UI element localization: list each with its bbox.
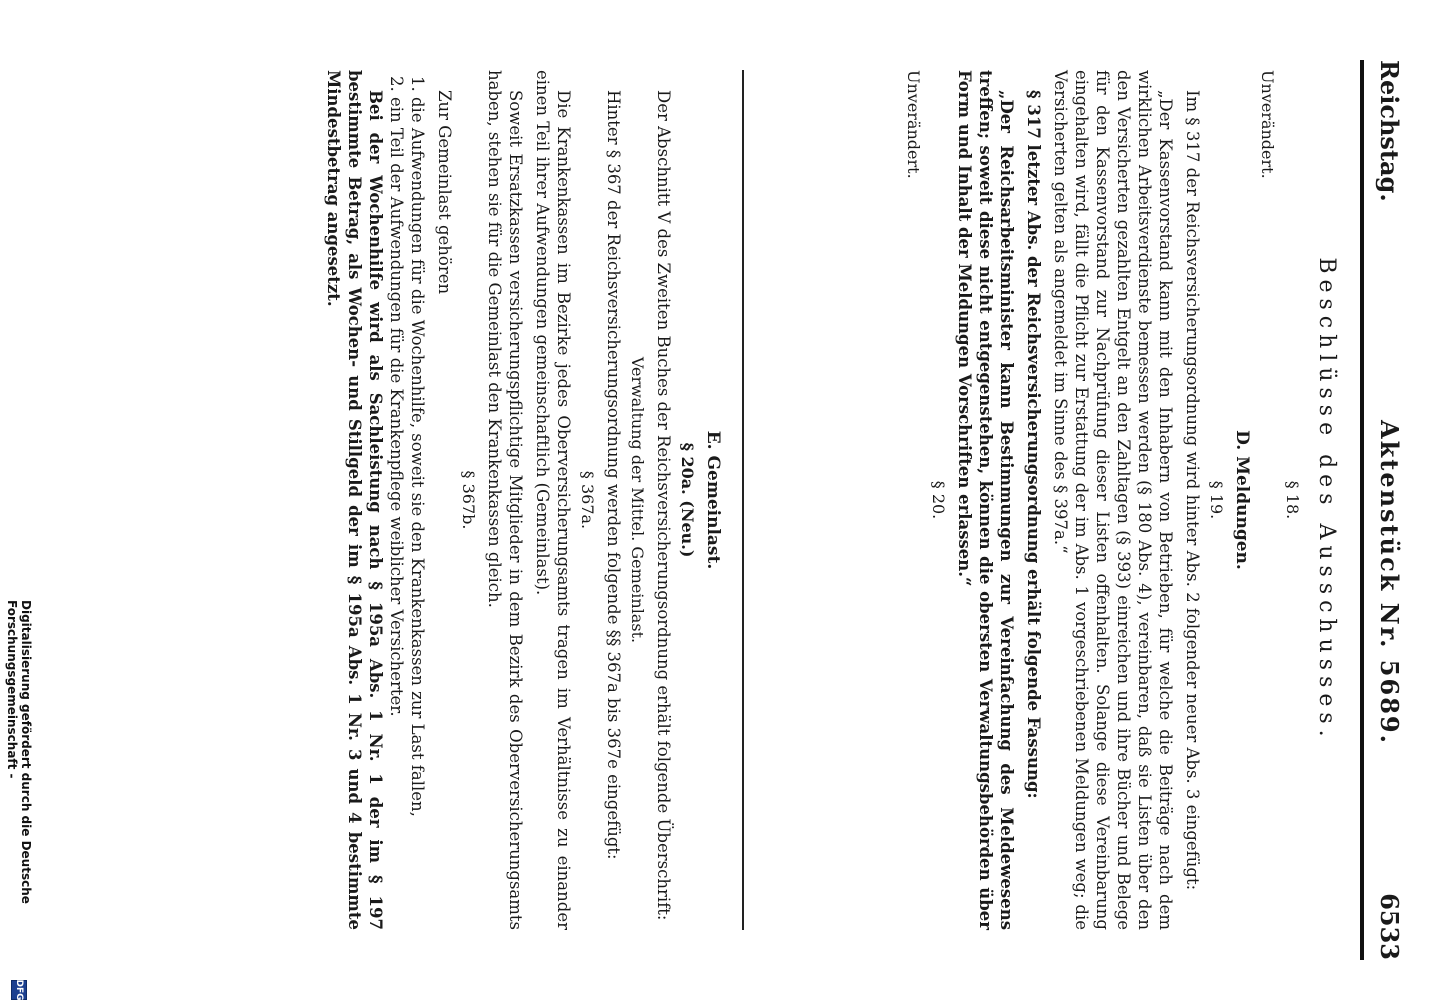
subheading-gemeinlast: E. Gemeinlast. (703, 430, 723, 570)
section-18-head: § 18. (1283, 480, 1302, 520)
page-header (1368, 60, 1404, 960)
section-317-quote: „Der Reichsarbeitsminister kann Bestimmungen zur Vereinfachung des Meldewesens treffen; soweit diese nicht entgegenstehen, können die obersten Verwaltungsbehörden über Form und Inhalt der Meldungen Vorschriften erlassen.“ (955, 70, 1016, 930)
section-20-text: Unverändert. (904, 70, 923, 179)
column-divider (742, 70, 744, 930)
digitization-credit (4, 600, 34, 1000)
section-19-quote: „Der Kassenvorstand kann mit den Inhabern von Betrieben, für welche die Beiträge nach dem wirklichen Arbeitsverdienste bemessen werden (§ 180 Abs. 4), vereinbaren, daß sie Listen über den den Versicherten gezahlten Entgelt an den Zahltagen (§ 393) einreichen und ihre Bücher und Belege für den Kassenvorstand zur Nachprüfung dieser Listen offenhalten. Solange diese Vereinbarung eingehalten wird, fällt die Pflicht zur Erstattung der im Abs. 1 vorgeschriebenen Meldungen weg; die Versicherten gelten als angemeldet im Sinne des § 397a.“ (1051, 70, 1175, 930)
column-beschluesse (754, 70, 1339, 930)
section-20a-head: § 20a. (Neu.) (678, 442, 697, 558)
header-center: Aktenstück Nr. 5689. (1375, 420, 1404, 745)
section-367a-head: § 367a. (578, 470, 597, 530)
section-317-text: § 317 letzter Abs. der Reichsversicherungsordnung erhält folgende Fassung: (1024, 90, 1043, 799)
column-title: Beschlüsse des Ausschusses. (1314, 257, 1339, 743)
section-367b-p2: Bei der Wochenhilfe wird als Sachleistung nach § 195a Abs. 1 Nr. 1 der im § 197 bestimmte Betrag, als Wochen- und Stillgeld der im § 195a Abs. 1 Nr. 3 und 4 bestimmte Mindestbetrag angesetzt. (324, 70, 385, 930)
page-number: 6533 (1375, 893, 1404, 960)
dfg-logo: DFG (11, 980, 27, 1000)
column-gemeinlast (69, 70, 729, 930)
list-item: 1. die Aufwendungen für die Wochenhilfe, soweit sie den Krankenkassen zur Last fallen, (408, 76, 427, 817)
section-19-head: § 19. (1207, 480, 1226, 520)
section-18-text: Unverändert. (1258, 70, 1277, 179)
list-item: 2. ein Teil der Aufwendungen für die Krankenpflege weiblicher Versicherter. (387, 76, 406, 717)
section-367b-intro: Zur Gemeinlast gehören (435, 90, 454, 295)
section-19-intro: Im § 317 der Reichsversicherungsordnung wird hinter Abs. 2 folgender neuer Abs. 3 eingefügt: (1183, 90, 1202, 891)
section-367a-p1: Die Krankenkassen im Bezirke jedes Oberversicherungsamts tragen im Verhältnisse zu einander einen Teil ihrer Aufwendungen gemeinschaftlich (Gemeinlast). (533, 70, 573, 930)
section-367a-p2: Soweit Ersatzkassen versicherungspflichtige Mitglieder in dem Bezirk des Oberversicherungsamts haben, stehen sie für die Gemeinlast den Krankenkassen gleich. (485, 70, 525, 930)
section-20a-heading: Verwaltung der Mittel. Gemeinlast. (628, 356, 647, 644)
section-20a-insert: Hinter § 367 der Reichsversicherungsordnung werden folgende §§ 367a bis 367e eingefügt: (604, 90, 623, 860)
header-rule (1360, 60, 1364, 960)
credit-text: Digitalisierung gefördert durch die Deutsche Forschungsgemeinschaft - (5, 600, 33, 904)
section-20-head: § 20. (929, 480, 948, 520)
header-left: Reichstag. (1375, 60, 1404, 202)
subheading-meldungen: D. Meldungen. (1232, 430, 1252, 570)
section-20a-intro: Der Abschnitt V des Zweiten Buches der Reichsversicherungsordnung erhält folgende Überschrift: (654, 90, 673, 921)
section-367b-head: § 367b. (459, 470, 478, 530)
